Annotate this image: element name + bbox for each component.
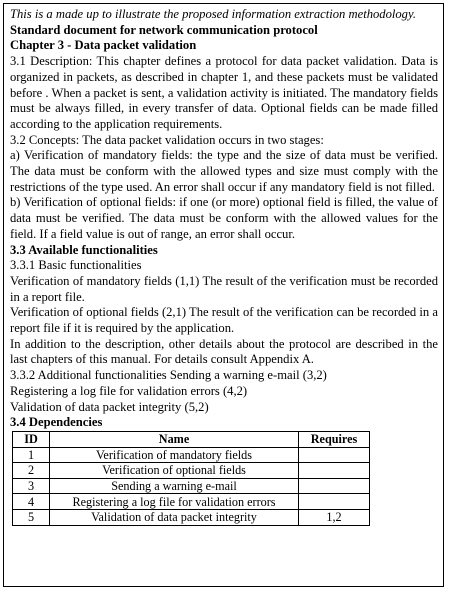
paragraph-verification-optional: Verification of optional fields (2,1) The result of the verification can be recorded in a report file if it is required by the application. [10, 305, 438, 336]
column-header-requires: Requires [299, 431, 370, 447]
table-header-row [13, 431, 370, 447]
table-row [13, 509, 370, 525]
cell-name: Validation of data packet integrity [50, 509, 299, 525]
cell-name: Registering a log file for validation errors [50, 494, 299, 510]
paragraph-description: 3.1 Description: This chapter defines a protocol for data packet validation. Data is organized in packets, as described in chapter 1, and these packets must be validated before . When a packet is sent, a validation activity is initiated. The mandatory fields must be always filled, in every transfer of data. Optional fields can be made filled according to the application requirements. [10, 54, 438, 131]
cell-requires [299, 447, 370, 463]
column-header-name: Name [50, 431, 299, 447]
paragraph-log-file: Registering a log file for validation errors (4,2) [10, 383, 248, 398]
cell-id: 2 [13, 463, 50, 479]
column-header-id: ID [13, 431, 50, 447]
document-title: Standard document for network communication protocol [10, 22, 318, 37]
illustration-note: This is a made up to illustrate the proposed information extraction methodology. [10, 7, 417, 21]
cell-name: Verification of mandatory fields [50, 447, 299, 463]
cell-id: 5 [13, 509, 50, 525]
paragraph-optional-fields: b) Verification of optional fields: if one (or more) optional field is filled, the value of data must be verified. The data must be conform with the allowed values for the field. If a field value is out of range, an error shall occur. [10, 195, 438, 241]
cell-name: Sending a warning e-mail [50, 478, 299, 494]
cell-id: 4 [13, 494, 50, 510]
paragraph-mandatory-fields: a) Verification of mandatory fields: the type and the size of data must be verified. The data must be conform with the allowed types and size must comply with the restrictions of the type used. An error shall occur if any mandatory field is not filled. [10, 148, 438, 194]
cell-requires [299, 463, 370, 479]
paragraph-appendix-reference: In addition to the description, other details about the protocol are described in the last chapters of this manual. For details consult Appendix A. [10, 336, 438, 367]
paragraph-additional-functionalities: 3.3.2 Additional functionalities Sending a warning e-mail (3,2) [10, 368, 327, 383]
section-title-dependencies: 3.4 Dependencies [10, 415, 103, 430]
table-row [13, 447, 370, 463]
cell-id: 1 [13, 447, 50, 463]
paragraph-concepts: 3.2 Concepts: The data packet validation occurs in two stages: [10, 132, 324, 147]
cell-requires [299, 494, 370, 510]
table-row [13, 463, 370, 479]
dependencies-table [12, 431, 370, 526]
table-row [13, 478, 370, 494]
paragraph-verification-mandatory: Verification of mandatory fields (1,1) The result of the verification must be recorded in a report file. [10, 273, 438, 304]
table-row [13, 494, 370, 510]
paragraph-integrity: Validation of data packet integrity (5,2) [10, 399, 209, 414]
cell-name: Verification of optional fields [50, 463, 299, 479]
cell-id: 3 [13, 478, 50, 494]
cell-requires [299, 478, 370, 494]
chapter-title: Chapter 3 - Data packet validation [10, 38, 197, 53]
cell-requires: 1,2 [299, 509, 370, 525]
document-frame [3, 3, 444, 587]
section-title-functionalities: 3.3 Available functionalities [10, 242, 158, 257]
subsection-basic-functionalities: 3.3.1 Basic functionalities [10, 258, 142, 273]
